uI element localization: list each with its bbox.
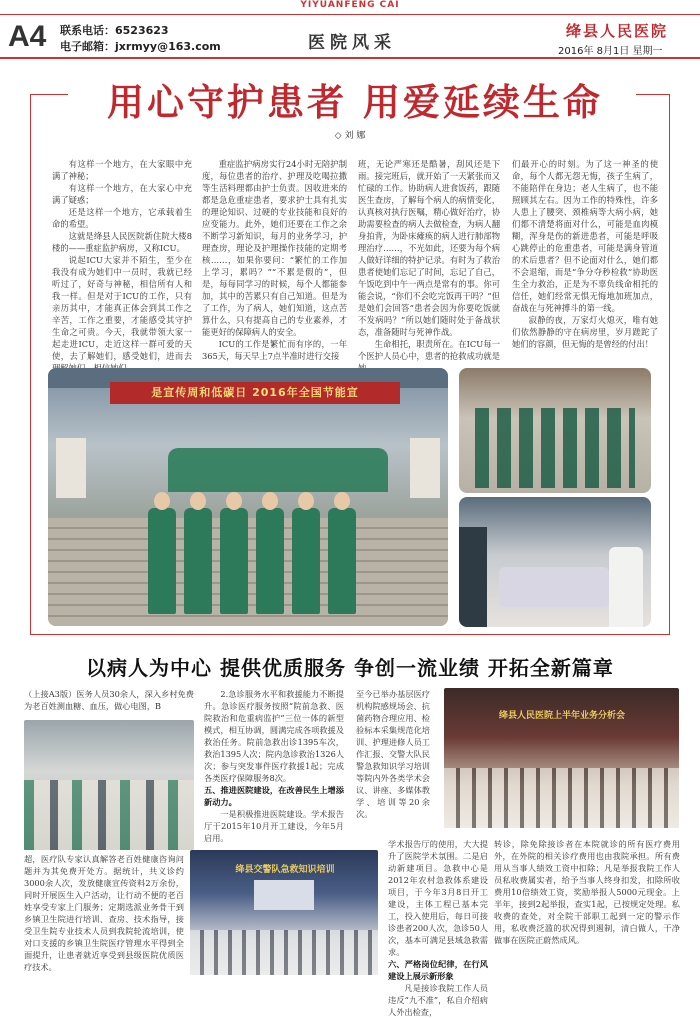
paragraph: ICU的工作是繁忙而有序的，一年365天，每天早上7点半准时进行交接 [202,339,347,361]
paragraph: 至今已举办基层医疗机构院感规场会、抗菌药物合理应用、检验标本采集规范化培训、护理进修人员工作汇报、交警大队民警急救知识学习培训等院内外各类学术会议、讲座、多媒体教学、培训等20余次。 [356,689,430,819]
frame-left [30,94,31,634]
article-column-4 [512,158,658,350]
header-rule [0,57,700,59]
training-photo-caption: 绛县交警队急救知识培训 [235,865,335,875]
clinic-photo [24,720,194,850]
email-label: 电子邮箱： [60,40,115,53]
nurses-pose-photo [459,368,651,493]
frame-bottom [30,634,670,635]
lower-column-3 [356,688,430,820]
article-headline: 用心守护患者 用爱延续生命 [107,80,603,124]
brand-title: 绛县人民医院 [566,22,669,40]
paragraph: 生命相托，职责所在。在ICU每一个医护人员心中，患者的抢救成功就是 [358,339,500,361]
paragraph: 这就是绛县人民医院新住院大楼8楼的——重症监护病房，又称ICU。 [52,231,192,253]
contact-info [60,23,221,55]
article-column-2 [202,158,347,362]
paragraph: 学术报告厅的使用，大大提升了医院学术氛围。二是启动新建项目。急救中心是2012年农村急救体系建设项目，于今年3月8日开工建设，主体工程已基本完工，投入使用后，每日可接诊患者200人次，急诊50人次，基本可满足县域急救需求。 [388,839,488,957]
lower-column-1: 超，医疗队专家认真解答老百姓健康咨询问题并为其免费开处方。据统计，共义诊约3000余人次，发放健康宣传资料2万余份，同时开展医生入户活动，让行动不便的老百姓享受专家上门服务；定期选派业务骨干到乡镇卫生院进行培训、查房、技术指导，接受卫生院专业技术人员到我院轮流培训，使对口支援的乡镇卫生院医疗管理水平得到全面提升，让患者就近享受到县级医院优质医疗技术。 [24,854,184,972]
header-top-banner: YIYUANFENG CAI [300,0,400,10]
frame-top-left [30,94,68,95]
icu-care-photo [459,497,651,627]
lower-intro: （上接A3版）医务人员30余人，深入乡村免费为老百姓测血糖、血压，做心电图，B [24,689,194,711]
lower-column-5 [388,838,488,1018]
section-heading: 五、推进医院建设，在改善民生上增添新动力。 [204,785,344,807]
paragraph: 一是积极推进医院建设。学术报告厅于2015年10月开工建设，今年5月启用。 [204,809,344,843]
paragraph: 重症监护病房实行24小时无陪护制度，每位患者的治疗、护理及吃喝拉撒等生活料理都由护士负责。因收进来的都是急危重症患者，要求护士具有扎实的理论知识、过硬的专业技能和良好的应变能力。此外，她们还要在工作之余不断学习新知识，每月的业务学习，护理查房，理论及护理操作技能的定期考核……，如果你要问：“繁忙的工作加上学习，累吗？”“不累是假的”，但是，每每同学习的时候，每个人都能参加，其中的苦累只有自己知道。但是为了工作，为了病人，她们知道，这点苦算什么，只有提高自己的专业素养，才能更好的保障病人的安全。 [202,159,347,337]
meeting-photo-caption: 绛县人民医院上半年业务分析会 [498,711,625,721]
article-column-1 [52,158,192,374]
lower-column-6 [494,838,680,946]
frame-top-right [636,94,670,95]
paragraph: 说起ICU大家并不陌生，至少在我没有成为她们中一员时，我就已经听过了，好奇与神秘，相信所有人和我一样。但是对于ICU的工作，只有亲历其中，才能真正体会到其工作之辛苦，工作之重要，才能感受其守护生命之可贵。今天，我就带领大家一起走进ICU，走近这样一群可爱的天使，去了解她们，感受她们，进而去 [52,255,192,361]
lower-column-2 [204,688,344,844]
paragraph: 有这样一个地方，在大家心中充满了疑惑； [52,183,192,205]
paragraph: 凡是接诊我院工作人员违反“九不准”，私自介绍病人外出检查， [388,983,488,1017]
email-line [60,39,221,55]
paragraph: 班，无论严寒还是酷暑，刮风还是下雨。接完班后，就开始了一天紧张而又忙碌的工作。协助病人进食饭药，跟随医生查房，了解每个病人的病情变化，认真核对执行医嘱，精心做好治疗，协助需要检查的病人去做检查，为病人翻身拍背，为卧床瘫痪的病人进行肺部物理治疗……，不光如此，还要为每个病人做好详细的特护记录。有时为了救治患者使她们忘记了时间，忘记了自己，午饭吃到中午一两点是常有的事。你可能会说，“你们不会吃完饭再干吗？”但是她们会回答“患者会因为你要吃饭就不发病吗？”所以她们随时处于备战状态，准备随时与死神作战。 [358,159,500,337]
phone-label: 联系电话： [60,24,115,37]
section-title: 医院风采 [308,33,396,53]
article-byline: ◇ 刘 娜 [334,131,366,141]
email-value: jxrmyy@163.com [115,40,221,53]
phone-line [60,23,221,39]
photo-banner: 是宣传周和低碳日 2016年全国节能宣 [110,382,400,404]
article-column-3 [358,158,500,374]
lower-headline: 以病人为中心 提供优质服务 争创一流业绩 开拓全新篇章 [86,656,614,680]
staff-group-photo [48,368,448,626]
issue-date: 2016年 8月1日 星期一 [558,46,663,57]
paragraph: 有这样一个地方，在大家眼中充满了神秘； [52,159,192,181]
frame-right [669,94,670,634]
section-heading: 六、严格岗位纪律，在行风建设上展示新形象 [388,959,488,981]
header-top-rule [0,14,700,15]
phone-value: 6523623 [115,24,169,37]
page-number: A4 [8,20,47,53]
paragraph: 们最开心的时刻。为了这一神圣的使命，每个人都无怨无悔，孩子生病了，不能陪伴在身边；老人生病了，也不能照顾其左右。因为工作的特殊性，许多人患上了腰突、颈椎病等大病小病，她们都不清楚将面对什么，可能是血肉模糊，浑身是伤的新进患者，可能是呼吸心跳停止的危重患者，可能是满身管道的术后患者？但不论面对什么，她们都不会退缩，而是“争分夺秒检救”协助医生全力救治，正是为不辜负线命相托的信任，她们经常无惧无悔地加班加点，奋战在与死神搏斗的第一线。 [512,159,658,313]
paragraph: 转诊，除免除接诊者在本院就诊的所有医疗费用外，在外院的相关诊疗费用也由我院承担。所有费用从当事人绩效工资中扣除；凡是举报我院工作人员私收费属实者，给予当事人终身扣发，扣除所收费用10倍绩效工资，奖励举报人5000元现金。上半年，接到2起举报，查实1起，已按规定处理。私收费的查处，对全院干部职工起到一定的警示作用，私收费泛滥的状况得到遏制，清白做人，干净做事在医院正蔚然成风。 [494,839,680,945]
paragraph: 寂静的夜，万家灯火熄灭，唯有她们依然静静的守在病房里，岁月蹉跎了她们的容颜，但无悔的是曾经的付出！ [512,315,658,349]
paragraph: 2.急诊服务水平和救援能力不断提升。急诊医疗服务按照“院前急救、医院救治和危重病监护”三位一体的新型模式，相互协调，圆满完成各项救援及救治任务。院前急救出诊1395车次，救治1395人次；院内急诊救治1326人次；参与突发事件医疗救援1起；完成各类医疗保障服务8次。 [204,689,344,783]
paragraph: 还是这样一个地方，它承载着生命的希望。 [52,207,192,229]
